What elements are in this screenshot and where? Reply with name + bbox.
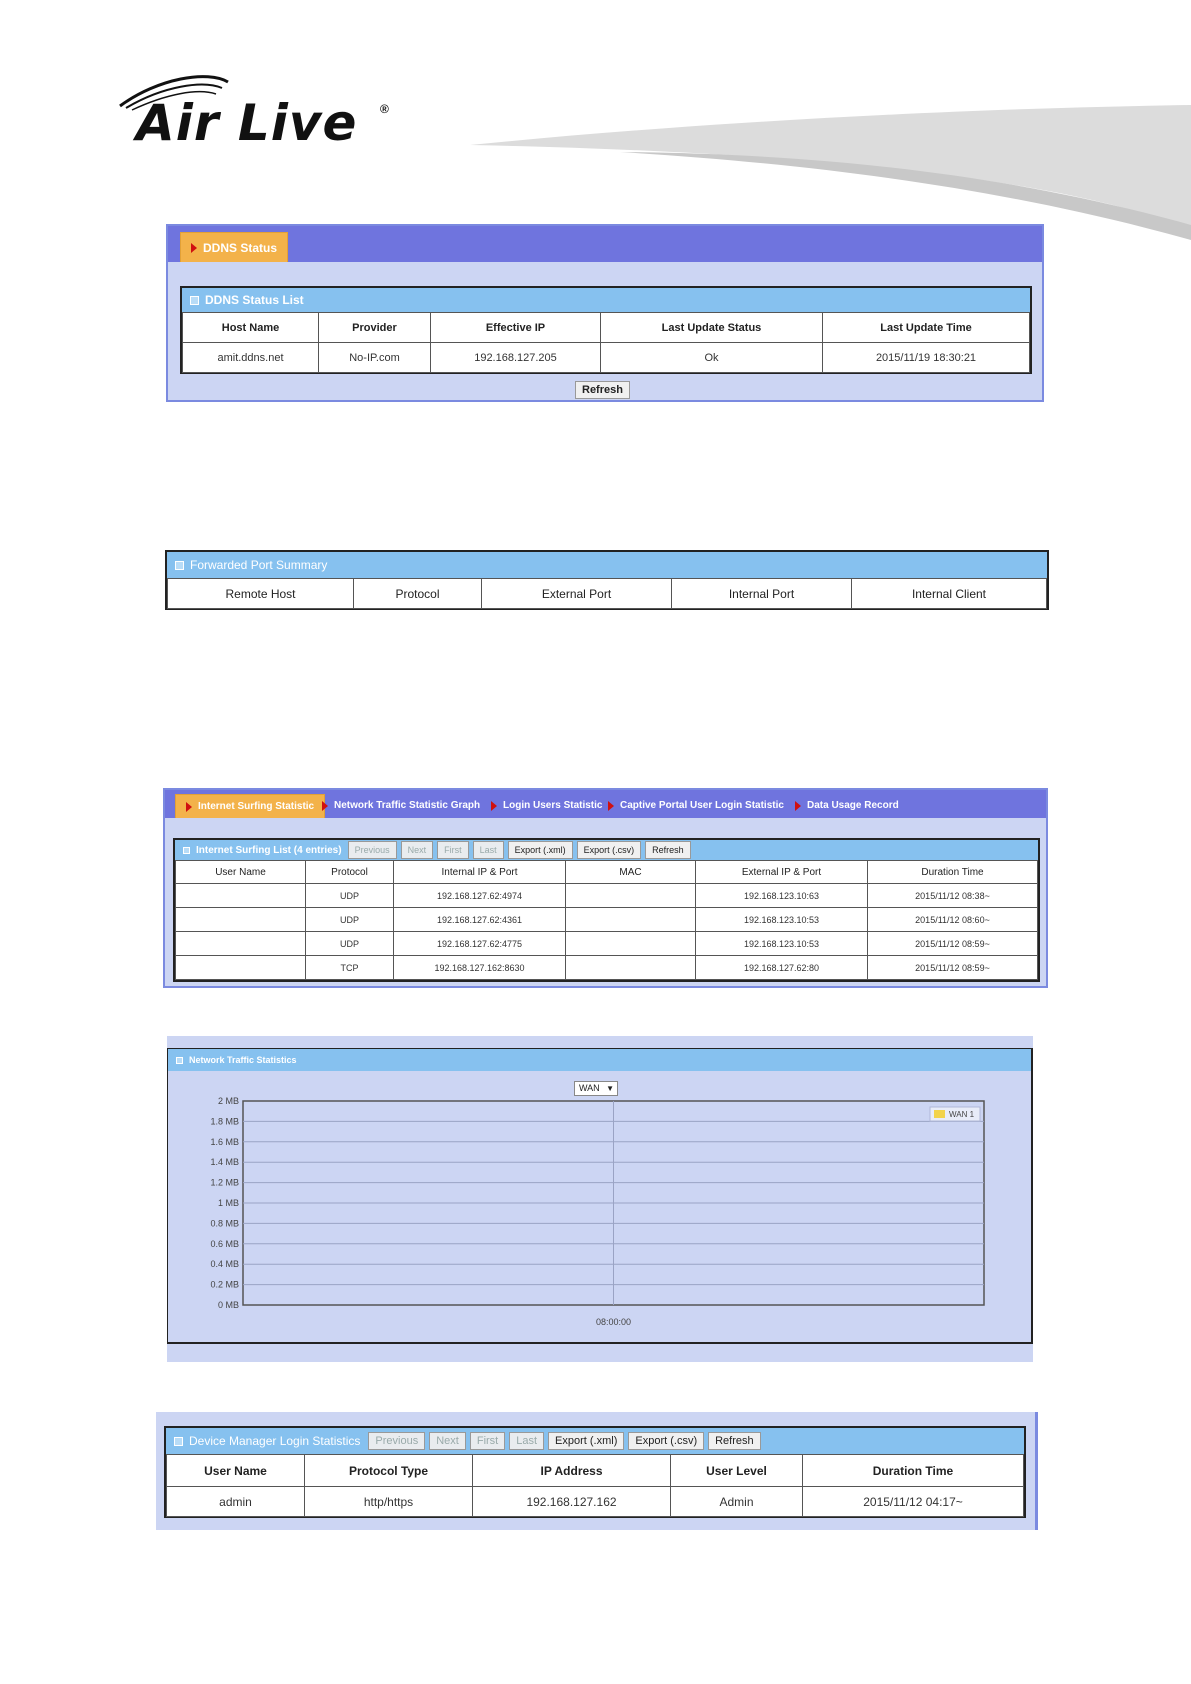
cell-protocol-type: http/https: [305, 1487, 473, 1517]
tab-login-users[interactable]: [481, 794, 612, 818]
y-tick-label: 1.8 MB: [210, 1116, 239, 1127]
tab-arrow-icon: [795, 801, 801, 811]
section-title: Internet Surfing List (4 entries): [196, 844, 342, 856]
section-title: DDNS Status List: [205, 293, 304, 307]
cell-internal-ip-port: 192.168.127.62:4775: [394, 932, 566, 956]
table-row: [167, 1487, 1024, 1517]
surfing-statistic-panel: [163, 788, 1048, 988]
y-tick-label: 1 MB: [217, 1198, 239, 1208]
col-user-name: User Name: [167, 1455, 305, 1487]
table-row: [176, 956, 1038, 980]
col-duration-time: Duration Time: [803, 1455, 1024, 1487]
surfing-table: [175, 860, 1038, 980]
tab-arrow-icon: [186, 802, 192, 812]
cell-protocol: UDP: [306, 932, 394, 956]
wan-select-value: WAN: [579, 1083, 600, 1093]
tab-label: Internet Surfing Statistic: [198, 801, 315, 812]
y-tick-label: 0.6 MB: [210, 1238, 239, 1249]
y-tick-label: 1.6 MB: [210, 1136, 239, 1147]
section-title: Device Manager Login Statistics: [189, 1434, 361, 1448]
first-button[interactable]: First: [470, 1432, 505, 1450]
col-effective-ip: Effective IP: [431, 313, 601, 343]
cell-duration-time: 2015/11/12 08:38~: [868, 884, 1038, 908]
airlive-logo: [118, 72, 408, 162]
next-button[interactable]: Next: [401, 841, 434, 859]
col-internal-port: Internal Port: [672, 579, 852, 609]
cell-mac: [566, 932, 696, 956]
tab-arrow-icon: [608, 801, 614, 811]
cell-user-name: [176, 956, 306, 980]
last-button[interactable]: Last: [509, 1432, 544, 1450]
export-xml-button[interactable]: Export (.xml): [508, 841, 573, 859]
export-csv-button[interactable]: Export (.csv): [628, 1432, 704, 1450]
tab-arrow-icon: [322, 801, 328, 811]
col-internal-client: Internal Client: [852, 579, 1047, 609]
col-mac: MAC: [566, 861, 696, 884]
section-collapse-icon[interactable]: [175, 561, 184, 570]
ddns-section-head: [182, 288, 1030, 312]
cell-duration-time: 2015/11/12 08:60~: [868, 908, 1038, 932]
tab-captive-portal[interactable]: [598, 794, 794, 818]
cell-protocol: UDP: [306, 908, 394, 932]
section-title: Forwarded Port Summary: [190, 558, 328, 572]
tab-arrow-icon: [191, 243, 197, 253]
table-header-row: [167, 1455, 1024, 1487]
network-traffic-box: [167, 1048, 1033, 1344]
surfing-tabbar: [165, 790, 1046, 818]
col-provider: Provider: [319, 313, 431, 343]
cell-user-name: admin: [167, 1487, 305, 1517]
y-tick-label: 1.2 MB: [210, 1177, 239, 1188]
logo-text: Air Live: [136, 94, 358, 152]
cell-external-ip-port: 192.168.123.10:53: [696, 908, 868, 932]
tab-label: Login Users Statistic: [503, 800, 603, 811]
refresh-button[interactable]: Refresh: [645, 841, 691, 859]
tab-arrow-icon: [491, 801, 497, 811]
cell-internal-ip-port: 192.168.127.162:8630: [394, 956, 566, 980]
col-ip-address: IP Address: [473, 1455, 671, 1487]
section-collapse-icon[interactable]: [174, 1437, 183, 1446]
device-login-panel: [156, 1412, 1038, 1530]
col-last-update-status: Last Update Status: [601, 313, 823, 343]
tab-ddns-status[interactable]: [180, 232, 288, 262]
cell-external-ip-port: 192.168.123.10:63: [696, 884, 868, 908]
network-traffic-panel: [167, 1036, 1033, 1362]
cell-user-name: [176, 908, 306, 932]
x-tick-label: 08:00:00: [595, 1317, 632, 1327]
registered-mark: ®: [380, 102, 389, 116]
y-tick-label: 0.8 MB: [210, 1218, 239, 1229]
tab-data-usage[interactable]: [785, 794, 909, 818]
ddns-status-panel: [166, 224, 1044, 402]
cell-protocol: UDP: [306, 884, 394, 908]
col-external-ip-port: External IP & Port: [696, 861, 868, 884]
table-header-row: [168, 579, 1047, 609]
device-login-list: [164, 1426, 1026, 1518]
table-row: [176, 932, 1038, 956]
cell-internal-ip-port: 192.168.127.62:4974: [394, 884, 566, 908]
cell-external-ip-port: 192.168.123.10:53: [696, 932, 868, 956]
surfing-list: [173, 838, 1040, 982]
refresh-button[interactable]: Refresh: [575, 381, 630, 399]
ddns-tabbar: [168, 226, 1042, 262]
cell-user-name: [176, 932, 306, 956]
export-csv-button[interactable]: Export (.csv): [577, 841, 642, 859]
export-xml-button[interactable]: Export (.xml): [548, 1432, 624, 1450]
legend-label: WAN 1: [949, 1110, 975, 1119]
table-header-row: [176, 861, 1038, 884]
cell-last-update-status: Ok: [601, 343, 823, 373]
y-tick-label: 1.4 MB: [210, 1157, 239, 1168]
col-user-level: User Level: [671, 1455, 803, 1487]
tab-network-traffic-graph[interactable]: [312, 794, 490, 818]
cell-mac: [566, 908, 696, 932]
cell-duration-time: 2015/11/12 04:17~: [803, 1487, 1024, 1517]
cell-effective-ip: 192.168.127.205: [431, 343, 601, 373]
col-internal-ip-port: Internal IP & Port: [394, 861, 566, 884]
tab-label: Data Usage Record: [807, 800, 899, 811]
first-button[interactable]: First: [437, 841, 469, 859]
tab-internet-surfing[interactable]: [175, 794, 325, 818]
previous-button[interactable]: Previous: [348, 841, 397, 859]
cell-mac: [566, 956, 696, 980]
tab-label: Network Traffic Statistic Graph: [334, 800, 481, 811]
y-tick-label: 0 MB: [217, 1300, 239, 1310]
forwarded-port-summary: [165, 550, 1049, 610]
previous-button[interactable]: Previous: [368, 1432, 425, 1450]
cell-mac: [566, 884, 696, 908]
cell-ip-address: 192.168.127.162: [473, 1487, 671, 1517]
forward-table: [167, 578, 1047, 609]
cell-external-ip-port: 192.168.127.62:80: [696, 956, 868, 980]
table-row: [183, 343, 1030, 373]
cell-protocol: TCP: [306, 956, 394, 980]
traffic-section-head: [168, 1049, 1031, 1071]
traffic-chart: [168, 1089, 1034, 1349]
chevron-down-icon: ▼: [606, 1084, 614, 1093]
cell-provider: No-IP.com: [319, 343, 431, 373]
header-swoosh: [470, 100, 1191, 240]
section-collapse-icon[interactable]: [176, 1057, 183, 1064]
table-row: [176, 884, 1038, 908]
tab-label: Captive Portal User Login Statistic: [620, 800, 784, 811]
ddns-status-list: [180, 286, 1032, 374]
device-login-table: [166, 1454, 1024, 1517]
col-protocol: Protocol: [354, 579, 482, 609]
y-tick-label: 0.4 MB: [210, 1259, 239, 1270]
col-last-update-time: Last Update Time: [823, 313, 1030, 343]
ddns-table: [182, 312, 1030, 373]
cell-last-update-time: 2015/11/19 18:30:21: [823, 343, 1030, 373]
device-section-head: [166, 1428, 1024, 1454]
refresh-button[interactable]: Refresh: [708, 1432, 761, 1450]
y-tick-label: 0.2 MB: [210, 1279, 239, 1290]
cell-user-name: [176, 884, 306, 908]
section-title: Network Traffic Statistics: [189, 1055, 297, 1065]
col-protocol: Protocol: [306, 861, 394, 884]
cell-user-level: Admin: [671, 1487, 803, 1517]
y-tick-label: 2 MB: [217, 1096, 239, 1106]
cell-host-name: amit.ddns.net: [183, 343, 319, 373]
col-host-name: Host Name: [183, 313, 319, 343]
col-duration-time: Duration Time: [868, 861, 1038, 884]
last-button[interactable]: Last: [473, 841, 504, 859]
col-protocol-type: Protocol Type: [305, 1455, 473, 1487]
section-collapse-icon[interactable]: [190, 296, 199, 305]
table-header-row: [183, 313, 1030, 343]
cell-internal-ip-port: 192.168.127.62:4361: [394, 908, 566, 932]
col-user-name: User Name: [176, 861, 306, 884]
next-button[interactable]: Next: [429, 1432, 466, 1450]
tab-label: DDNS Status: [203, 241, 278, 255]
surfing-section-head: [175, 840, 1038, 860]
col-external-port: External Port: [482, 579, 672, 609]
forward-section-head: [167, 552, 1047, 578]
legend-swatch: [934, 1110, 945, 1118]
cell-duration-time: 2015/11/12 08:59~: [868, 956, 1038, 980]
col-remote-host: Remote Host: [168, 579, 354, 609]
section-collapse-icon[interactable]: [183, 847, 190, 854]
table-row: [176, 908, 1038, 932]
cell-duration-time: 2015/11/12 08:59~: [868, 932, 1038, 956]
